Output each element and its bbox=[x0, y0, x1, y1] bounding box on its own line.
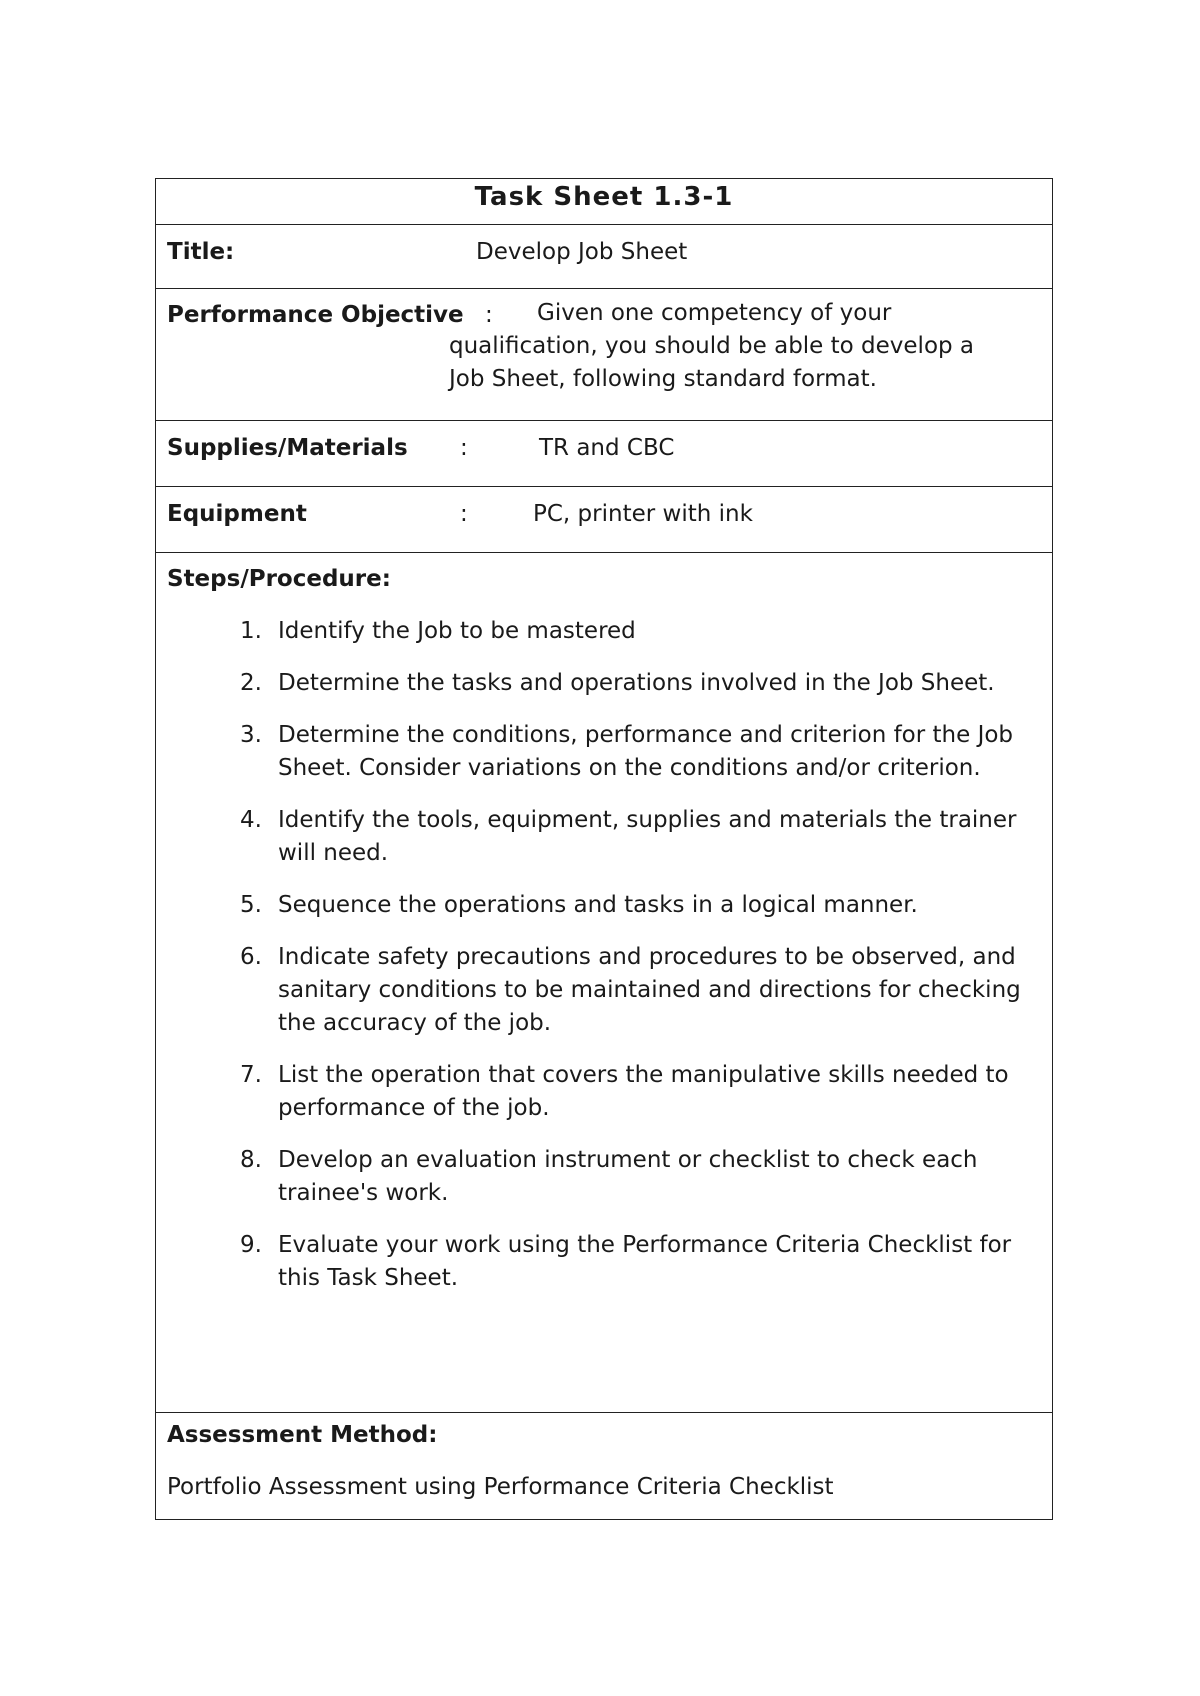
step-number: 2. bbox=[240, 670, 262, 696]
step-number: 1. bbox=[240, 618, 262, 644]
step-number: 3. bbox=[240, 722, 262, 748]
step-number: 7. bbox=[240, 1062, 262, 1088]
step-text: Develop an evaluation instrument or checklist to check each trainee's work. bbox=[278, 1147, 978, 1206]
step-text: Sequence the operations and tasks in a logical manner. bbox=[278, 892, 918, 918]
title-row bbox=[156, 225, 1052, 289]
step-text: Evaluate your work using the Performance Criteria Checklist for this Task Sheet. bbox=[278, 1232, 1012, 1291]
step-item bbox=[240, 889, 1042, 922]
steps-label: Steps/Procedure: bbox=[167, 566, 391, 592]
equipment-value: PC, printer with ink bbox=[533, 501, 753, 527]
performance-objective-line-3: Job Sheet, following standard format. bbox=[449, 366, 877, 392]
title-label: Title: bbox=[167, 239, 235, 265]
supplies-row bbox=[156, 421, 1052, 487]
step-text: Identify the Job to be mastered bbox=[278, 618, 636, 644]
sheet-title: Task Sheet 1.3-1 bbox=[474, 182, 734, 212]
step-number: 6. bbox=[240, 944, 262, 970]
step-number: 8. bbox=[240, 1147, 262, 1173]
title-value: Develop Job Sheet bbox=[476, 239, 688, 265]
step-item bbox=[240, 615, 1042, 648]
equipment-colon: : bbox=[460, 501, 468, 527]
performance-objective-label: Performance Objective bbox=[167, 302, 464, 328]
step-number: 5. bbox=[240, 892, 262, 918]
step-number: 4. bbox=[240, 807, 262, 833]
performance-objective-line-2: qualification, you should be able to develop a bbox=[449, 333, 975, 359]
step-item bbox=[240, 1059, 1042, 1125]
equipment-label: Equipment bbox=[167, 501, 307, 527]
performance-objective-row bbox=[156, 289, 1052, 421]
step-number: 9. bbox=[240, 1232, 262, 1258]
sheet-title-row bbox=[156, 179, 1052, 225]
supplies-colon: : bbox=[460, 435, 468, 461]
step-item bbox=[240, 804, 1042, 870]
supplies-value: TR and CBC bbox=[539, 435, 675, 461]
assessment-row bbox=[156, 1413, 1052, 1519]
task-sheet-table bbox=[155, 178, 1053, 1520]
assessment-label: Assessment Method: bbox=[167, 1422, 438, 1448]
equipment-row bbox=[156, 487, 1052, 553]
step-text: Indicate safety precautions and procedures to be observed, and sanitary conditions to be maintained and directions for checking the accuracy of the job. bbox=[278, 944, 1021, 1036]
step-item bbox=[240, 719, 1042, 785]
step-text: List the operation that covers the manipulative skills needed to performance of the job. bbox=[278, 1062, 1009, 1121]
assessment-value: Portfolio Assessment using Performance Criteria Checklist bbox=[167, 1474, 834, 1500]
step-text: Determine the tasks and operations involved in the Job Sheet. bbox=[278, 670, 995, 696]
performance-objective-colon: : bbox=[485, 302, 493, 328]
steps-list bbox=[240, 615, 1042, 1314]
step-item bbox=[240, 667, 1042, 700]
supplies-label: Supplies/Materials bbox=[167, 435, 408, 461]
step-text: Identify the tools, equipment, supplies and materials the trainer will need. bbox=[278, 807, 1017, 866]
step-text: Determine the conditions, performance and criterion for the Job Sheet. Consider variations on the conditions and/or criterion. bbox=[278, 722, 1014, 781]
step-item bbox=[240, 1229, 1042, 1295]
steps-row bbox=[156, 553, 1052, 1413]
performance-objective-text bbox=[449, 297, 1039, 396]
performance-objective-line-1: Given one competency of your bbox=[537, 300, 892, 326]
step-item bbox=[240, 1144, 1042, 1210]
step-item bbox=[240, 941, 1042, 1040]
